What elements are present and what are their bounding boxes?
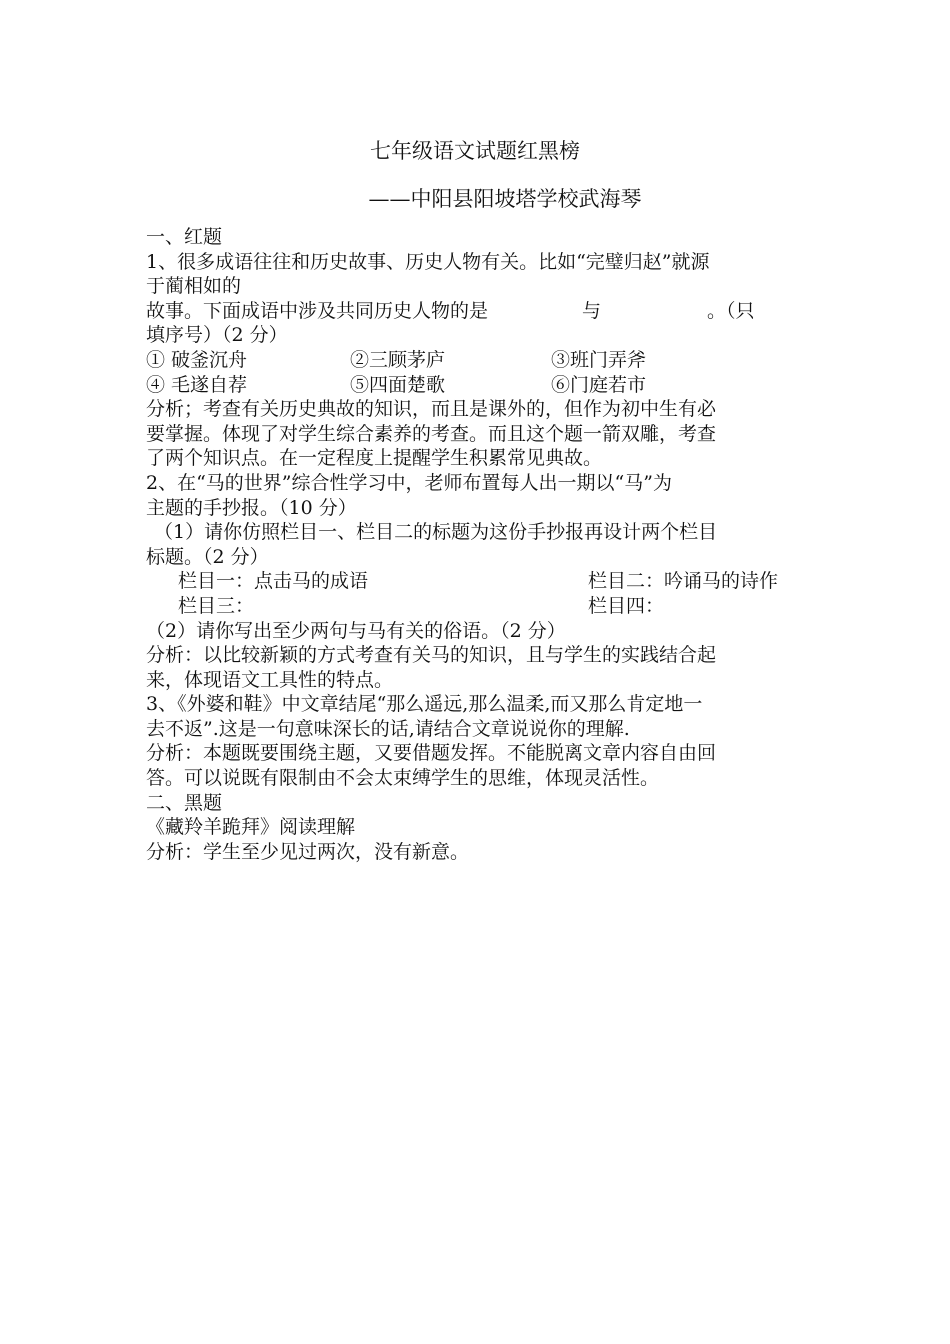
q1-analysis-line-3: 了两个知识点。在一定程度上提醒学生积累常见典故。: [146, 447, 603, 470]
q3-analysis-line-2: 答。可以说既有限制由不会太束缚学生的思维，体现灵活性。: [146, 767, 660, 790]
q1-line-2: 于蔺相如的: [146, 275, 242, 298]
q2-line-2: 主题的手抄报。（10 分）: [146, 496, 357, 519]
option-5: ⑤四面楚歌: [350, 373, 446, 396]
q2-sub2: （2）请你写出至少两句与马有关的俗语。（2 分）: [146, 619, 566, 642]
q1-line-3-c: 。（只: [707, 299, 755, 322]
q2-analysis-line-2: 来，体现语文工具性的特点。: [146, 668, 394, 691]
document-body: [146, 225, 808, 864]
q3-line-1: 3、《外婆和鞋》中文章结尾“那么遥远,那么温柔,而又那么肯定地一: [146, 693, 703, 716]
document-author: ——中阳县阳坡塔学校武海琴: [368, 187, 642, 211]
column-1-title: 栏目一：点击马的成语: [178, 570, 369, 593]
option-4: ④ 毛遂自荐: [146, 373, 248, 396]
option-3: ③班门弄斧: [551, 348, 647, 371]
black-item: 《藏羚羊跪拜》阅读理解: [146, 816, 356, 839]
option-2: ②三顾茅庐: [350, 348, 446, 371]
q3-analysis-line-1: 分析：本题既要围绕主题，又要借题发挥。不能脱离文章内容自由回: [146, 742, 717, 765]
column-2-title: 栏目二：吟诵马的诗作: [588, 570, 779, 593]
q1-line-4: 填序号）（2 分）: [146, 324, 288, 347]
q2-line-1: 2、在“马的世界”综合性学习中，老师布置每人出一期以“马”为: [146, 471, 672, 494]
q1-line-3-b: 与: [582, 299, 602, 322]
q1-line-3-a: 故事。下面成语中涉及共同历史人物的是: [146, 299, 489, 322]
q2-columns-row-1: [146, 569, 808, 594]
q2-columns-row-2: [146, 594, 808, 619]
column-4-title: 栏目四：: [588, 594, 665, 617]
section-heading-black: 二、黑题: [146, 791, 223, 814]
q1-analysis-line-2: 要掌握。体现了对学生综合素养的考查。而且这个题一箭双雕，考查: [146, 422, 717, 445]
option-1: ① 破釜沉舟: [146, 348, 248, 371]
column-3-title: 栏目三：: [178, 594, 255, 617]
q2-sub1-line-1: （1）请你仿照栏目一、栏目二的标题为这份手抄报再设计两个栏目: [154, 521, 718, 544]
q1-analysis-line-1: 分析；考查有关历史典故的知识，而且是课外的，但作为初中生有必: [146, 398, 717, 421]
q2-analysis-line-1: 分析：以比较新颖的方式考查有关马的知识，且与学生的实践结合起: [146, 644, 717, 667]
section-heading-red: 一、红题: [146, 226, 223, 248]
q2-sub1-line-2: 标题。（2 分）: [146, 545, 269, 568]
option-6: ⑥门庭若市: [551, 373, 647, 396]
black-analysis: 分析：学生至少见过两次，没有新意。: [146, 840, 470, 863]
q1-options-row-2: [146, 373, 808, 398]
q1-line-1: 1、很多成语往往和历史故事、历史人物有关。比如“完璧归赵”就源: [146, 250, 710, 273]
q1-line-3: [146, 299, 808, 324]
q3-line-2: 去不返”.这是一句意味深长的话,请结合文章说说你的理解.: [146, 717, 630, 740]
document-title: 七年级语文试题红黑榜: [370, 139, 580, 163]
q1-options-row-1: [146, 348, 808, 373]
